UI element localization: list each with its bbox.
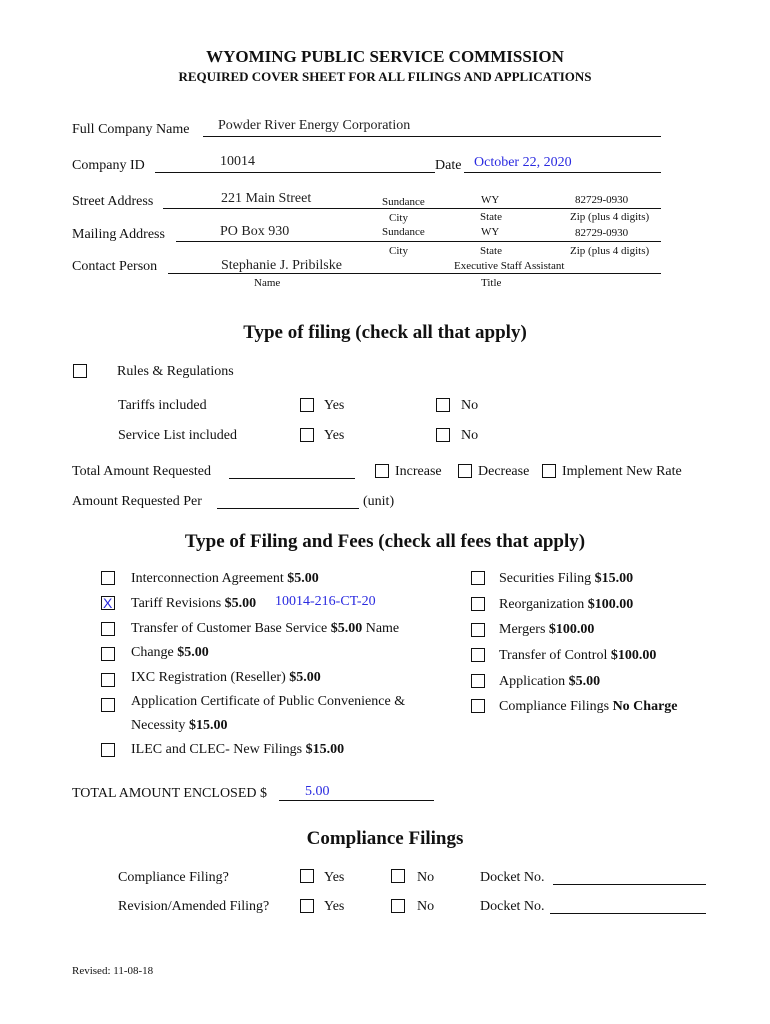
ixc-registration-label: IXC Registration (Reseller) $5.00 — [131, 670, 321, 685]
total-enclosed-field[interactable]: 5.00 — [305, 784, 330, 799]
increase-checkbox[interactable] — [375, 464, 389, 478]
securities-filing-label: Securities Filing $15.00 — [499, 571, 634, 586]
ixc-registration-checkbox[interactable] — [101, 673, 115, 687]
state-caption: State — [480, 211, 502, 223]
service-no-label: No — [461, 428, 479, 443]
unit-label: (unit) — [363, 494, 395, 509]
mailing-zip-field[interactable]: 82729-0930 — [575, 227, 629, 239]
transfer-customer-base-checkbox[interactable] — [101, 622, 115, 636]
name-caption: Name — [254, 277, 281, 289]
zip-caption: Zip (plus 4 digits) — [570, 211, 650, 223]
revision-yes-label: Yes — [324, 899, 345, 914]
transfer-of-control-checkbox[interactable] — [471, 648, 485, 662]
date-line — [464, 172, 661, 173]
compliance-yes-checkbox[interactable] — [300, 869, 314, 883]
date-label: Date — [435, 158, 462, 173]
street-address-field[interactable]: 221 Main Street — [221, 191, 312, 206]
tariff-revisions-docket[interactable]: 10014-216-CT-20 — [275, 594, 376, 609]
compliance-yes-label: Yes — [324, 870, 345, 885]
company-id-line — [155, 172, 435, 173]
application-certificate-label: Application Certificate of Public Convenience & — [131, 694, 406, 709]
mergers-checkbox[interactable] — [471, 623, 485, 637]
securities-filing-checkbox[interactable] — [471, 571, 485, 585]
compliance-filings-checkbox[interactable] — [471, 699, 485, 713]
implement-new-rate-checkbox[interactable] — [542, 464, 556, 478]
page-subtitle: REQUIRED COVER SHEET FOR ALL FILINGS AND APPLICATIONS — [178, 69, 592, 84]
state-caption-2: State — [480, 245, 502, 257]
transfer-of-control-label: Transfer of Control $100.00 — [499, 648, 657, 663]
revision-docket-label: Docket No. — [480, 899, 545, 914]
rules-regulations-label: Rules & Regulations — [117, 364, 234, 379]
tariffs-yes-label: Yes — [324, 398, 345, 413]
application-certificate-label-line2: Necessity $15.00 — [131, 718, 228, 733]
contact-title-field[interactable]: Executive Staff Assistant — [454, 260, 565, 272]
title-caption: Title — [481, 277, 502, 289]
revision-yes-checkbox[interactable] — [300, 899, 314, 913]
city-caption: City — [389, 212, 408, 224]
total-enclosed-line — [279, 800, 434, 801]
name-change-checkbox[interactable] — [101, 647, 115, 661]
page-title: WYOMING PUBLIC SERVICE COMMISSION — [206, 47, 564, 66]
compliance-filing-question: Compliance Filing? — [118, 870, 229, 885]
revision-no-label: No — [417, 899, 435, 914]
decrease-label: Decrease — [478, 464, 530, 479]
interconnection-checkbox[interactable] — [101, 571, 115, 585]
reorganization-checkbox[interactable] — [471, 597, 485, 611]
date-field[interactable]: October 22, 2020 — [474, 155, 572, 170]
compliance-no-label: No — [417, 870, 435, 885]
application-label: Application $5.00 — [499, 674, 601, 689]
service-yes-checkbox[interactable] — [300, 428, 314, 442]
amount-per-field[interactable] — [217, 508, 359, 509]
compliance-filings-label: Compliance Filings No Charge — [499, 699, 678, 714]
tariffs-no-label: No — [461, 398, 479, 413]
compliance-docket-label: Docket No. — [480, 870, 545, 885]
name-change-label: Change $5.00 — [131, 645, 209, 660]
interconnection-label: Interconnection Agreement $5.00 — [131, 571, 319, 586]
tariff-revisions-label: Tariff Revisions $5.00 — [131, 596, 257, 611]
city-caption-2: City — [389, 245, 408, 257]
transfer-customer-base-label: Transfer of Customer Base Service $5.00 Name — [131, 621, 400, 636]
company-name-label: Full Company Name — [72, 122, 190, 137]
mailing-address-line — [176, 241, 661, 242]
compliance-heading: Compliance Filings — [306, 828, 464, 849]
contact-name-field[interactable]: Stephanie J. Pribilske — [221, 258, 342, 273]
decrease-checkbox[interactable] — [458, 464, 472, 478]
mergers-label: Mergers $100.00 — [499, 622, 595, 637]
revision-date: Revised: 11-08-18 — [72, 965, 154, 977]
compliance-no-checkbox[interactable] — [391, 869, 405, 883]
mailing-address-label: Mailing Address — [72, 227, 165, 242]
mailing-address-field[interactable]: PO Box 930 — [220, 224, 290, 239]
application-certificate-checkbox[interactable] — [101, 698, 115, 712]
implement-new-rate-label: Implement New Rate — [562, 464, 682, 479]
company-name-line — [203, 136, 661, 137]
revision-docket-field[interactable] — [550, 913, 706, 914]
tariffs-no-checkbox[interactable] — [436, 398, 450, 412]
increase-label: Increase — [395, 464, 442, 479]
service-yes-label: Yes — [324, 428, 345, 443]
street-city-field[interactable]: Sundance — [382, 196, 425, 208]
fees-heading: Type of Filing and Fees (check all fees that apply) — [184, 531, 586, 552]
application-checkbox[interactable] — [471, 674, 485, 688]
mailing-city-field[interactable]: Sundance — [382, 226, 425, 238]
mailing-state-field[interactable]: WY — [481, 226, 500, 238]
reorganization-label: Reorganization $100.00 — [499, 597, 634, 612]
street-address-label: Street Address — [72, 194, 154, 209]
ilec-clec-label: ILEC and CLEC- New Filings $15.00 — [131, 742, 345, 757]
total-enclosed-label: TOTAL AMOUNT ENCLOSED $ — [72, 786, 268, 801]
street-address-line — [163, 208, 661, 209]
rules-regulations-checkbox[interactable] — [73, 364, 87, 378]
contact-person-label: Contact Person — [72, 259, 158, 274]
service-list-label: Service List included — [118, 428, 237, 443]
company-name-field[interactable]: Powder River Energy Corporation — [218, 118, 411, 133]
amount-per-label: Amount Requested Per — [72, 494, 202, 509]
tariff-revisions-check-mark: X — [103, 595, 113, 611]
service-no-checkbox[interactable] — [436, 428, 450, 442]
zip-caption-2: Zip (plus 4 digits) — [570, 245, 650, 257]
company-id-field[interactable]: 10014 — [220, 154, 255, 169]
street-state-field[interactable]: WY — [481, 194, 500, 206]
type-of-filing-heading: Type of filing (check all that apply) — [243, 322, 527, 343]
total-requested-label: Total Amount Requested — [72, 464, 212, 479]
company-id-label: Company ID — [72, 158, 145, 173]
total-requested-field[interactable] — [229, 478, 355, 479]
street-zip-field[interactable]: 82729-0930 — [575, 194, 629, 206]
ilec-clec-checkbox[interactable] — [101, 743, 115, 757]
revision-no-checkbox[interactable] — [391, 899, 405, 913]
tariffs-yes-checkbox[interactable] — [300, 398, 314, 412]
tariffs-included-label: Tariffs included — [118, 398, 207, 413]
compliance-docket-field[interactable] — [553, 884, 706, 885]
revision-filing-question: Revision/Amended Filing? — [118, 899, 270, 914]
